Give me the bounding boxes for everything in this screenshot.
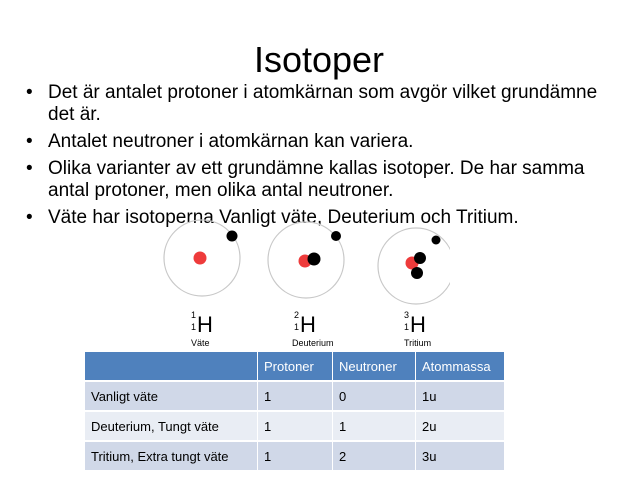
neutron <box>308 253 321 266</box>
slide-title: Isotoper <box>253 39 385 80</box>
bullet-text: Det är antalet protoner i atomkärnan som avgör vilket grundämne det är. <box>48 82 598 125</box>
cell-atommassa: 2u <box>416 411 505 441</box>
bullet-text: Väte har isotoperna Vanligt väte, Deuterium och Tritium. <box>48 207 519 228</box>
electron <box>331 231 341 241</box>
atom-label: Väte <box>191 338 210 348</box>
electron <box>227 231 238 242</box>
neutron <box>414 252 426 264</box>
bullet-dot-icon: • <box>26 131 33 152</box>
atom-atomic-number: 1 <box>191 322 197 332</box>
isotope-table <box>85 352 505 472</box>
atom-label: Tritium <box>404 338 432 348</box>
cell-name: Deuterium, Tungt väte <box>85 411 258 441</box>
atom-deuterium <box>268 222 344 348</box>
atom-atomic-number: 1 <box>404 322 410 332</box>
bullet-item <box>26 82 616 126</box>
cell-name: Vanligt väte <box>85 381 258 411</box>
cell-neutroner: 1 <box>333 411 416 441</box>
cell-protoner: 1 <box>258 381 333 411</box>
cell-protoner: 1 <box>258 411 333 441</box>
atom-symbol: H <box>410 312 426 337</box>
header-cell-blank <box>85 352 258 381</box>
cell-atommassa: 1u <box>416 381 505 411</box>
header-neutroner: Neutroner <box>333 352 416 381</box>
cell-atommassa: 3u <box>416 441 505 471</box>
bullet-item <box>26 131 616 153</box>
atom-mass-number: 1 <box>191 310 197 320</box>
bullet-dot-icon: • <box>26 207 33 228</box>
atom-symbol: H <box>300 312 316 337</box>
table-row <box>85 441 505 471</box>
cell-protoner: 1 <box>258 441 333 471</box>
cell-name: Tritium, Extra tungt väte <box>85 441 258 471</box>
proton <box>194 252 207 265</box>
atom-tritium <box>378 228 450 348</box>
isotope-diagram <box>150 212 450 352</box>
atom-label: Deuterium <box>292 338 334 348</box>
table-row <box>85 411 505 441</box>
bullet-text: Antalet neutroner i atomkärnan kan variera. <box>48 131 414 152</box>
header-atommassa: Atommassa <box>416 352 505 381</box>
atom-hydrogen <box>164 220 240 348</box>
atom-mass-number: 2 <box>294 310 300 320</box>
atom-symbol: H <box>197 312 213 337</box>
header-protoner: Protoner <box>258 352 333 381</box>
bullet-text: Olika varianter av ett grundämne kallas isotoper. De har samma antal protoner, men olika antal neutroner. <box>48 158 585 201</box>
table-row <box>85 381 505 411</box>
bullet-dot-icon: • <box>26 158 33 179</box>
atom-mass-number: 3 <box>404 310 410 320</box>
cell-neutroner: 0 <box>333 381 416 411</box>
atom-atomic-number: 1 <box>294 322 300 332</box>
table-header-row <box>85 352 505 381</box>
bullet-item <box>26 158 616 202</box>
bullet-dot-icon: • <box>26 82 33 103</box>
cell-neutroner: 2 <box>333 441 416 471</box>
neutron <box>411 267 423 279</box>
electron <box>432 236 441 245</box>
